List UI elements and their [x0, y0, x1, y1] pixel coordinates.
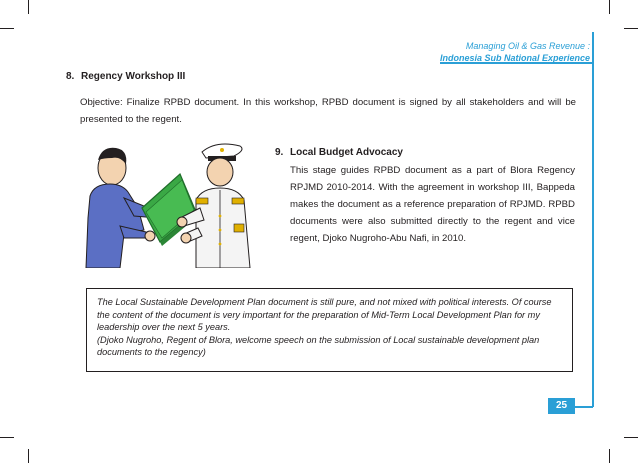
section-9-title: Local Budget Advocacy — [290, 147, 403, 158]
section-8-title: Regency Workshop III — [81, 71, 186, 82]
section-8-heading — [66, 71, 185, 82]
running-header — [440, 40, 590, 64]
running-header-subtitle: Indonesia Sub National Experience — [439, 53, 590, 63]
section-9-heading — [275, 147, 403, 158]
crop-mark — [624, 437, 638, 438]
quote-text: The Local Sustainable Development Plan document is still pure, and not mixed with political interests. Of course the content of the document is very important for the preparation of Mid-Term Local Development Plan for my leadership over the next 5 years. — [97, 297, 552, 332]
page-number: 25 — [548, 398, 575, 414]
crop-mark — [624, 28, 638, 29]
running-header-title: Managing Oil & Gas Revenue : — [465, 41, 590, 51]
accent-rule-vertical — [592, 32, 594, 407]
accent-rule-footer — [574, 406, 593, 408]
crop-mark — [28, 0, 29, 14]
crop-mark — [0, 28, 14, 29]
crop-mark — [28, 449, 29, 463]
regent-quote-box — [86, 288, 573, 372]
illustration-svg — [84, 138, 254, 268]
section-8-body: Objective: Finalize RPBD document. In this workshop, RPBD document is signed by all stakeholders and will be presented to the regent. — [80, 97, 576, 125]
crop-mark — [0, 437, 14, 438]
crop-mark — [609, 449, 610, 463]
section-9-body: This stage guides RPBD document as a part of Blora Regency RPJMD 2010-2014. With the agreement in workshop III, Bappeda makes the document as a reference preparation of RPJMD. RPBD documents were also submitted directly to the regent and vice regent, Djoko Nugroho-Abu Nafi, in 2010. — [290, 165, 575, 244]
section-8-number: 8. — [66, 71, 75, 82]
section-9-number: 9. — [275, 147, 284, 158]
crop-mark — [609, 0, 610, 14]
quote-attribution: (Djoko Nugroho, Regent of Blora, welcome speech on the submission of Local sustainable development plan documents to the regency) — [97, 334, 540, 357]
two-men-handing-document-illustration — [84, 138, 254, 268]
